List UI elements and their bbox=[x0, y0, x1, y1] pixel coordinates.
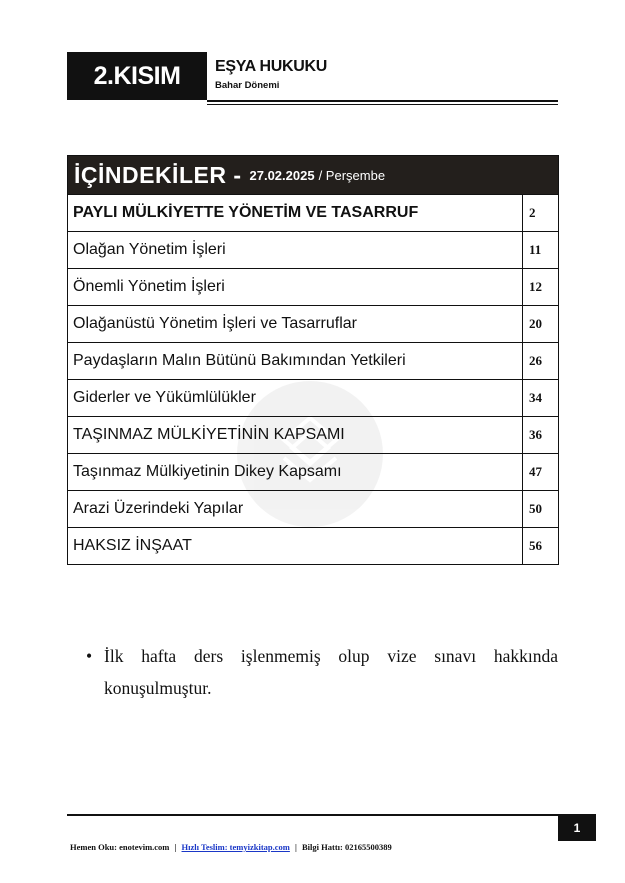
toc-row[interactable] bbox=[68, 453, 558, 490]
footer-info-label: Bilgi Hattı: 02165500389 bbox=[302, 842, 392, 852]
toc-date: 27.02.2025 bbox=[249, 167, 315, 183]
toc-row[interactable] bbox=[68, 490, 558, 527]
header-rule bbox=[207, 100, 558, 102]
footer-separator: | bbox=[295, 842, 297, 852]
toc-row[interactable] bbox=[68, 527, 558, 564]
footer-rule bbox=[67, 814, 558, 816]
bullet-icon: • bbox=[86, 646, 93, 666]
toc-row[interactable] bbox=[68, 268, 558, 305]
toc-row[interactable] bbox=[68, 231, 558, 268]
note-item bbox=[86, 640, 558, 704]
footer-fast-link[interactable]: Hızlı Teslim: temyizkitap.com bbox=[181, 842, 290, 852]
toc-row-page: 26 bbox=[529, 353, 542, 368]
toc-header bbox=[68, 156, 558, 194]
toc-row-title: Paydaşların Malın Bütünü Bakımından Yetkileri bbox=[68, 343, 523, 379]
toc-row-page: 34 bbox=[529, 390, 542, 405]
toc-row-title: Olağan Yönetim İşleri bbox=[68, 232, 523, 268]
toc-row-title: TAŞINMAZ MÜLKİYETİNİN KAPSAMI bbox=[68, 417, 523, 453]
toc-row[interactable] bbox=[68, 342, 558, 379]
section-label: 2.KISIM bbox=[67, 52, 207, 100]
toc-row-title: Arazi Üzerindeki Yapılar bbox=[68, 491, 523, 527]
toc-row-page: 36 bbox=[529, 427, 542, 442]
toc-row-title: Giderler ve Yükümlülükler bbox=[68, 380, 523, 416]
toc-row-title: Olağanüstü Yönetim İşleri ve Tasarruflar bbox=[68, 306, 523, 342]
toc-day: / Perşembe bbox=[318, 167, 386, 183]
footer-text bbox=[70, 842, 392, 852]
table-of-contents bbox=[67, 155, 559, 565]
toc-row[interactable] bbox=[68, 194, 558, 231]
footer-separator: | bbox=[174, 842, 177, 852]
course-subtitle: Bahar Dönemi bbox=[215, 80, 280, 91]
toc-row-title: PAYLI MÜLKİYETTE YÖNETİM VE TASARRUF bbox=[68, 195, 523, 231]
toc-row[interactable] bbox=[68, 379, 558, 416]
course-title: EŞYA HUKUKU bbox=[215, 58, 327, 75]
toc-row-page: 12 bbox=[529, 279, 542, 294]
toc-row-title: HAKSIZ İNŞAAT bbox=[68, 528, 523, 564]
footer-read-label: Hemen Oku: enotevim.com bbox=[70, 842, 170, 852]
toc-row-page: 20 bbox=[529, 316, 542, 331]
toc-row[interactable] bbox=[68, 305, 558, 342]
toc-row-page: 2 bbox=[529, 205, 536, 220]
toc-row-page: 47 bbox=[529, 464, 542, 479]
toc-row-title: Önemli Yönetim İşleri bbox=[68, 269, 523, 305]
page-number: 1 bbox=[558, 814, 596, 841]
toc-row-title: Taşınmaz Mülkiyetinin Dikey Kapsamı bbox=[68, 454, 523, 490]
toc-row-page: 56 bbox=[529, 538, 542, 553]
toc-row-page: 50 bbox=[529, 501, 542, 516]
toc-heading: İÇİNDEKİLER - bbox=[74, 161, 242, 188]
header-rule-thin bbox=[207, 104, 558, 105]
toc-row-page: 11 bbox=[529, 242, 542, 257]
note-text: İlk hafta ders işlenmemiş olup vize sınavı hakkında konuşulmuştur. bbox=[104, 646, 558, 698]
toc-row[interactable] bbox=[68, 416, 558, 453]
